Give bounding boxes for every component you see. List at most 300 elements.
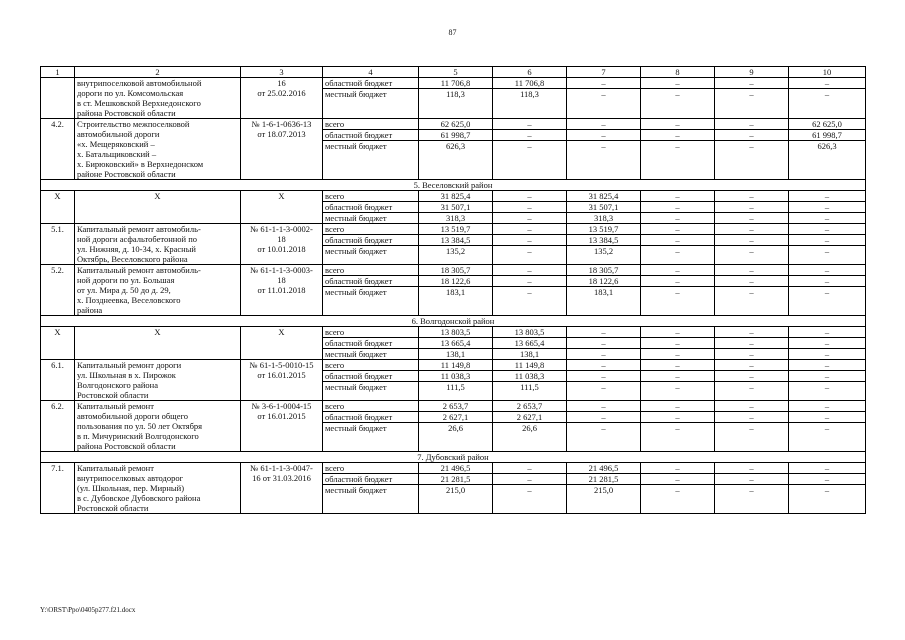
amount-col10-value: – [789,235,865,246]
amount-col8-value: – [641,202,714,213]
amount-col9-value: – [749,246,754,256]
object-name-line: района Ростовской области [77,441,176,451]
amount-col10 [789,463,866,514]
object-name-line: автомобильной дороги [77,129,160,139]
amount-col10-value: 61 998,7 [789,130,865,141]
amount-col7-value: – [567,327,640,338]
amount-col9-value: – [715,412,788,423]
amount-col8 [641,78,715,119]
amount-col8 [641,360,715,401]
amount-col9-value: – [715,463,788,474]
amount-col9-value: – [749,423,754,433]
amount-total-value: 31 825,4 [419,191,492,202]
object-name-line: в с. Дубовское Дубовского района [77,493,201,503]
amount-col9-value: – [715,474,788,485]
amount-col7-value: – [567,401,640,412]
column-number: 5 [419,67,493,78]
item-number-text: 5.2. [51,265,64,275]
amount-total-value: 626,3 [445,141,466,151]
amount-total-value: 21 281,5 [419,474,492,485]
amount-col6 [493,265,567,316]
amount-col7-value: 183,1 [593,287,614,297]
amount-col6 [493,360,567,401]
section-row [41,452,866,463]
document-reference [241,327,323,360]
amount-col8 [641,463,715,514]
amount-col10-value: – [824,485,830,495]
amount-col7-value: – [601,382,606,392]
amount-col6-value: 138,1 [519,349,540,359]
amount-total-value: 138,1 [445,349,466,359]
funding-source-value: областной бюджет [323,235,418,246]
item-number [41,119,75,180]
object-name-line: Х [154,327,161,337]
amount-col6 [493,401,567,452]
amount-col8-value: – [641,463,714,474]
funding-source [323,191,419,224]
funding-source-value: всего [323,327,418,338]
amount-total [419,401,493,452]
amount-col7-value: – [567,338,640,349]
item-number-text: 6.2. [51,401,64,411]
amount-col7 [567,463,641,514]
column-number: 4 [323,67,419,78]
amount-col7-value: – [567,78,640,89]
document-reference [241,78,323,119]
amount-total-value: 111,5 [446,382,465,392]
amount-total-value: 118,3 [446,89,465,99]
amount-col9-value: – [715,401,788,412]
amount-col10-value: – [824,213,830,223]
amount-total-value: 2 653,7 [419,401,492,412]
amount-col9-value: – [749,349,754,359]
funding-source [323,401,419,452]
column-number-header [41,67,866,78]
table-row [41,119,866,180]
amount-col6 [493,327,567,360]
funding-source-value: областной бюджет [323,412,418,423]
amount-col7-value: 13 384,5 [567,235,640,246]
amount-total-value: 11 706,8 [419,78,492,89]
object-name-line: Капитальный ремонт [77,401,154,411]
amount-col10-value: 626,3 [817,141,837,151]
amount-total-value: 62 625,0 [419,119,492,130]
item-number-text [43,78,72,88]
amount-col7-value: – [567,371,640,382]
amount-col8 [641,327,715,360]
amount-col9 [715,327,789,360]
amount-col10-value: – [789,474,865,485]
object-name-line: от ул. Мира д. 50 до д. 29, [77,285,171,295]
amount-col7 [567,224,641,265]
amount-col7 [567,360,641,401]
amount-col7 [567,401,641,452]
amount-total-value: 13 519,7 [419,224,492,235]
document-reference-line: от 11.01.2018 [257,285,306,295]
amount-col10-value: 62 625,0 [789,119,865,130]
amount-col8-value: – [641,224,714,235]
amount-col8-value: – [641,78,714,89]
object-name-line: автомобильной дороги общего [77,411,189,421]
object-name [75,224,241,265]
amount-col8 [641,265,715,316]
amount-col6-value: – [493,202,566,213]
amount-total-value: 18 122,6 [419,276,492,287]
funding-source-value: всего [323,224,418,235]
amount-col8-value: – [675,382,680,392]
object-name [75,119,241,180]
object-name-line: «х. Мещеряковский – [77,139,155,149]
amount-col9-value: – [715,119,788,130]
amount-col9 [715,191,789,224]
object-name-line: пользования по ул. 50 лет Октября [77,421,203,431]
amount-total-value: 31 507,1 [419,202,492,213]
funding-source-value: местный бюджет [325,141,387,151]
amount-col10-value: – [789,224,865,235]
amount-col7 [567,119,641,180]
column-number: 1 [41,67,75,78]
amount-col10-value: – [789,276,865,287]
item-number [41,463,75,514]
amount-col6 [493,463,567,514]
amount-col6-value: – [527,246,532,256]
amount-col6-value: – [493,276,566,287]
amount-col8-value: – [641,412,714,423]
amount-col8 [641,401,715,452]
amount-col10-value: – [789,191,865,202]
funding-source [323,463,419,514]
amount-col6 [493,191,567,224]
amount-col8-value: – [675,349,680,359]
object-name [75,327,241,360]
amount-col9-value: – [715,338,788,349]
funding-source-value: местный бюджет [325,423,387,433]
amount-col10-value: – [789,265,865,276]
amount-col9 [715,119,789,180]
column-number: 10 [789,67,866,78]
object-name-line: Х [154,191,161,201]
amount-col7-value: 31 507,1 [567,202,640,213]
amount-col10-value: – [789,338,865,349]
amount-col7-value: 318,3 [593,213,614,223]
object-name [75,401,241,452]
item-number-text: 4.2. [51,119,64,129]
amount-col8 [641,119,715,180]
amount-col6-value: 11 706,8 [493,78,566,89]
object-name-line: района Ростовской области [77,108,176,118]
object-name-line: ул. Школьная в х. Пирожок [77,370,176,380]
table-row [41,327,866,360]
amount-col8-value: – [675,485,680,495]
document-reference [241,224,323,265]
section-row [41,180,866,191]
object-name-line: дороги по ул. Комсомольская [77,88,184,98]
funding-source-value: местный бюджет [325,382,387,392]
amount-col10 [789,265,866,316]
document-reference [241,119,323,180]
amount-col6-value: – [493,224,566,235]
object-name-line: (ул. Школьная, пер. Мирный) [77,483,185,493]
amount-col9-value: – [715,235,788,246]
amount-col10 [789,327,866,360]
amount-col10-value: – [789,202,865,213]
amount-total-value: 13 665,4 [419,338,492,349]
amount-col8-value: – [641,401,714,412]
amount-col6-value: 111,5 [520,382,539,392]
amount-col7-value: 135,2 [593,246,614,256]
document-reference-line: Х [278,191,285,201]
amount-col6 [493,224,567,265]
table-row [41,463,866,514]
amount-col8-value: – [641,191,714,202]
amount-col6-value: – [493,235,566,246]
amount-col6-value: 11 038,3 [493,371,566,382]
amount-total-value: 26,6 [448,423,463,433]
object-name-line: Капитальный ремонт [77,463,154,473]
funding-source-value: всего [323,463,418,474]
amount-col6-value: – [527,287,532,297]
page-number: 87 [448,28,457,37]
document-reference-line: от 25.02.2016 [257,88,306,98]
document-reference-line: 16 [277,78,286,88]
object-name-line: внутрипоселковых автодорог [77,473,184,483]
amount-total [419,119,493,180]
amount-col10-value: – [824,89,830,99]
amount-col7-value: 31 825,4 [567,191,640,202]
amount-col6-value: 2 627,1 [493,412,566,423]
amount-col10-value: – [789,401,865,412]
amount-col8-value: – [675,287,680,297]
amount-col8-value: – [675,141,680,151]
amount-col6-value: – [493,191,566,202]
amount-col6-value: – [493,119,566,130]
object-name [75,78,241,119]
funding-source-value: областной бюджет [323,371,418,382]
column-number: 9 [715,67,789,78]
amount-total-value: 61 998,7 [419,130,492,141]
object-name-line: районе Ростовской области [77,169,176,179]
amount-col8 [641,224,715,265]
funding-source-value: местный бюджет [325,485,387,495]
amount-col7 [567,327,641,360]
table-row [41,78,866,119]
amount-total-value: 13 803,5 [419,327,492,338]
amount-col10-value: – [789,412,865,423]
amount-col9 [715,78,789,119]
funding-source-value: областной бюджет [323,202,418,213]
column-number: 2 [75,67,241,78]
funding-source-value: всего [323,401,418,412]
amount-total [419,265,493,316]
funding-source-value: местный бюджет [325,349,387,359]
amount-col6-value: 26,6 [522,423,537,433]
amount-col7-value: 215,0 [593,485,614,495]
amount-col7 [567,78,641,119]
amount-col8-value: – [675,246,680,256]
item-number-text: Х [54,191,61,201]
object-name-line: внутрипоселковой автомобильной [77,78,202,88]
column-number: 8 [641,67,715,78]
funding-source-value: местный бюджет [325,246,387,256]
amount-col10 [789,78,866,119]
amount-col7-value: 18 122,6 [567,276,640,287]
amount-col7-value: 18 305,7 [567,265,640,276]
object-name [75,360,241,401]
amount-col6-value: 2 653,7 [493,401,566,412]
document-reference-line: от 10.01.2018 [257,244,306,254]
document-reference [241,463,323,514]
object-name-line: Ростовской области [77,390,149,400]
document-reference-line: № 61-1-1-3-0002- [250,224,313,234]
amount-col6 [493,78,567,119]
funding-source [323,360,419,401]
object-name [75,463,241,514]
amount-col8-value: – [641,130,714,141]
table-row [41,360,866,401]
amount-total-value: 18 305,7 [419,265,492,276]
amount-col6-value: – [493,474,566,485]
object-name-line: ной дороги асфальтобетонной по [77,234,198,244]
object-name-line: х. Позднеевка, Веселовского [77,295,181,305]
table-row [41,401,866,452]
amount-col6-value: 13 803,5 [493,327,566,338]
amount-col7-value: – [601,141,606,151]
amount-total [419,327,493,360]
amount-total-value: 11 038,3 [419,371,492,382]
object-name-line: Волгодонского района [77,380,158,390]
document-reference-line: № 61-1-1-3-0003- [250,265,313,275]
section-row [41,316,866,327]
amount-col10 [789,224,866,265]
amount-col7-value: – [601,89,606,99]
funding-source-value: областной бюджет [323,338,418,349]
item-number-text: 6.1. [51,360,64,370]
document-reference-line: № 61-1-1-3-0047- [250,463,313,473]
amount-col10-value: – [789,327,865,338]
funding-source-value: местный бюджет [325,89,387,99]
document-reference-line: Х [278,327,285,337]
object-name-line: Октябрь, Веселовского района [77,254,188,264]
document-reference-line: 16 от 31.03.2016 [252,473,311,483]
amount-col6-value: – [493,130,566,141]
amount-col10-value: – [789,371,865,382]
funding-source [323,78,419,119]
object-name-line: Капитальный ремонт автомобиль- [77,224,201,234]
amount-col6 [493,119,567,180]
amount-total [419,463,493,514]
amount-col7-value: – [567,130,640,141]
amount-col6-value: – [527,485,532,495]
table-row [41,224,866,265]
budget-table [40,66,866,514]
amount-col10 [789,119,866,180]
amount-col9-value: – [715,327,788,338]
amount-total [419,78,493,119]
amount-col7-value: 21 281,5 [567,474,640,485]
amount-col9-value: – [715,202,788,213]
amount-col6-value: – [493,463,566,474]
object-name-line: Капитальный ремонт автомобиль- [77,265,201,275]
amount-col10-value: – [824,246,830,256]
item-number-text: 5.1. [51,224,64,234]
amount-col9-value: – [715,78,788,89]
amount-col8-value: – [675,89,680,99]
amount-total [419,191,493,224]
object-name-line: ной дороги по ул. Большая [77,275,175,285]
amount-col9 [715,463,789,514]
amount-col9 [715,401,789,452]
amount-col6-value: 13 665,4 [493,338,566,349]
object-name-line: ул. Нижняя, д. 10-34, х. Красный [77,244,196,254]
amount-col8-value: – [675,213,680,223]
object-name-line: х. Батальщиковский – [77,149,157,159]
amount-col7-value: – [567,412,640,423]
amount-col8-value: – [675,423,680,433]
amount-col8-value: – [641,371,714,382]
amount-col9-value: – [749,89,754,99]
object-name-line: х. Бирюковский» в Верхнедонском [77,159,204,169]
amount-col6-value: – [493,265,566,276]
amount-col8-value: – [641,235,714,246]
amount-col8-value: – [641,338,714,349]
section-title: 6. Волгодонской район [41,316,866,327]
amount-col9-value: – [715,224,788,235]
table-row [41,191,866,224]
column-number: 6 [493,67,567,78]
object-name-line: в ст. Мешковской Верхнедонского [77,98,201,108]
funding-source-value: областной бюджет [323,78,418,89]
object-name [75,191,241,224]
amount-col10 [789,360,866,401]
funding-source-value: областной бюджет [323,130,418,141]
amount-total-value: 21 496,5 [419,463,492,474]
amount-col10-value: – [824,349,830,359]
item-number [41,265,75,316]
section-title: 7. Дубовский район [41,452,866,463]
amount-col7-value: 13 519,7 [567,224,640,235]
amount-col6-value: 11 149,8 [493,360,566,371]
amount-col6-value: – [527,213,532,223]
document-reference [241,265,323,316]
amount-total-value: 215,0 [445,485,466,495]
item-number [41,360,75,401]
funding-source-value: всего [323,191,418,202]
document-reference-line: 18 [277,234,286,244]
amount-total-value: 183,1 [445,287,466,297]
item-number [41,224,75,265]
funding-source [323,265,419,316]
amount-col8-value: – [641,276,714,287]
document-reference-line: 18 [277,275,286,285]
amount-col9 [715,360,789,401]
amount-col10 [789,401,866,452]
item-number-text: 7.1. [51,463,64,473]
funding-source [323,224,419,265]
amount-total-value: 2 627,1 [419,412,492,423]
column-number: 3 [241,67,323,78]
amount-col8-value: – [641,327,714,338]
amount-col9-value: – [749,382,754,392]
object-name-line: Строительство межпоселковой [77,119,190,129]
amount-col7 [567,265,641,316]
amount-col9 [715,265,789,316]
object-name-line: района [77,305,103,315]
section-title: 5. Веселовский район [41,180,866,191]
amount-total-value: 318,3 [445,213,466,223]
amount-col8-value: – [641,360,714,371]
funding-source-value: местный бюджет [325,213,387,223]
document-reference-line: от 16.01.2015 [257,370,306,380]
